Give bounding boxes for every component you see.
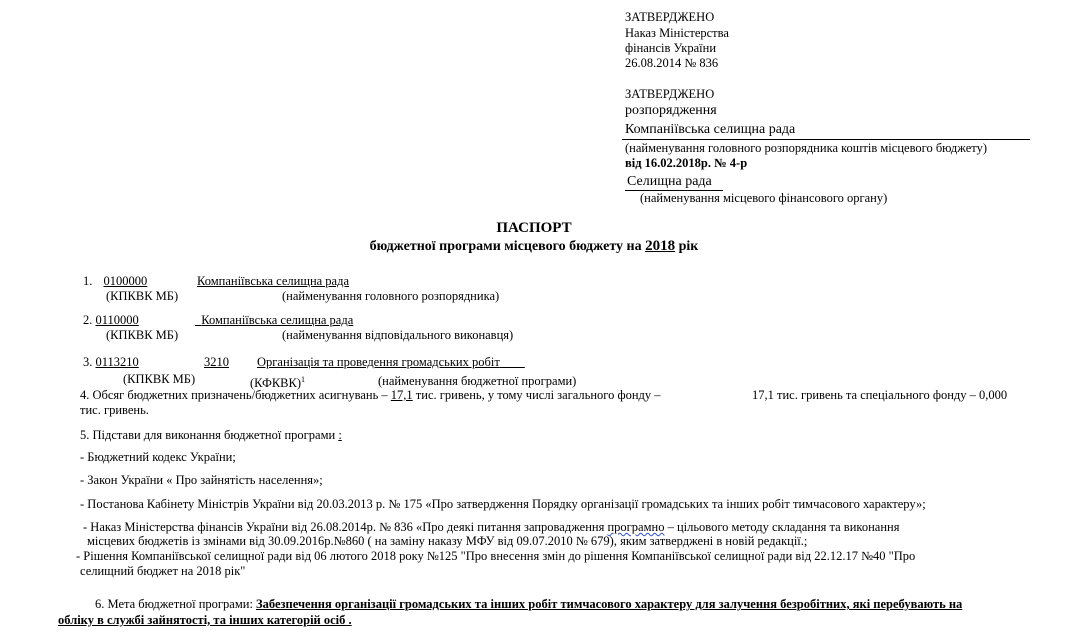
item3-row: 3. 0113210 [83, 355, 184, 370]
approval1-line1: Наказ Міністерства [625, 26, 729, 40]
item3-code-caption: (КПКВК МБ) [123, 372, 196, 386]
item3-kfkvk: 3210 [204, 355, 229, 369]
item2-name-caption: (найменування відповідального виконавця) [282, 328, 514, 342]
item6-line1 [95, 597, 962, 612]
item5-basis5-line1: - Рішення Компаніївської селищної ради від 06 лютого 2018 року №125 "Про внесення змін до рішення Компаніївської селищної ради від 22.12.17 №40 "Про [76, 549, 916, 563]
passport-subtitle: бюджетної програми місцевого бюджету на 2018 рік [369, 238, 699, 254]
item6-goal-line2: обліку в службі зайнятості, та інших категорій осіб . [58, 613, 352, 627]
passport-title: ПАСПОРТ [496, 220, 572, 236]
item2-code: 0110000 [95, 313, 139, 327]
approval2-org-line [622, 139, 1030, 140]
item4-line2: тис. гривень. [80, 403, 149, 417]
item4-line1-right: 17,1 тис. гривень та спеціального фонду – 0,000 [752, 388, 1008, 402]
approval2-fin-org: Селищна рада [627, 174, 712, 189]
item6-label: 6. Мета бюджетної програми: [95, 597, 257, 611]
item5-heading: 5. Підстави для виконання бюджетної програми : [80, 428, 342, 442]
item3-code: 0113210 [95, 355, 139, 369]
item5-basis5-line2: селищний бюджет на 2018 рік" [80, 564, 246, 578]
approval2-org: Компаніївська селищна рада [625, 122, 796, 137]
item1-name: Компаніївська селищна рада [197, 274, 350, 288]
item3-kfkvk-caption: (КФКВК)$^1$ [250, 375, 306, 391]
approval2-fin-org-caption: (найменування місцевого фінансового органу) [640, 191, 888, 205]
item4-line1: 4. Обсяг бюджетних призначень/бюджетних асигнувань – 17,1 тис. гривень, у тому числі загального фонду – [80, 388, 661, 402]
item5-basis2: - Закон України « Про зайнятість населення»; [80, 473, 323, 487]
item6-goal-line1: Забезпечення організації громадських та інших робіт тимчасового характеру для залучення безробітних, які перебувають на [256, 597, 963, 611]
item1-name-caption: (найменування головного розпорядника) [282, 289, 500, 303]
item5-basis4-line2: місцевих бюджетів із змінами від 30.09.2016р.№860 ( на заміну наказу МФУ від 09.07.2010 № 679), яким затверджені в новій редакції.; [87, 534, 808, 548]
approval2-doc-type: розпорядження [625, 103, 717, 118]
item4-general: 17,1 [752, 388, 774, 402]
item1-code-caption: (КПКВК МБ) [106, 289, 179, 303]
item2-code-caption: (КПКВК МБ) [106, 328, 179, 342]
approval1-line3: 26.08.2014 № 836 [625, 56, 719, 70]
item2-row: 2. 0110000 [83, 313, 181, 328]
item5-basis1: - Бюджетний кодекс України; [80, 450, 236, 464]
item1-row: 1. 0100000 [83, 274, 189, 289]
item1-code: 0100000 [103, 274, 148, 288]
passport-year: 2018 [645, 238, 676, 254]
item3-name-caption: (найменування бюджетної програми) [378, 374, 577, 388]
item4-total: 17,1 [390, 388, 413, 402]
item2-name: Компаніївська селищна рада [201, 313, 354, 327]
approval1-line2: фінансів України [625, 41, 717, 55]
approval2-date-line: від 16.02.2018р. № 4-р [625, 156, 748, 170]
item3-name: Організація та проведення громадських робіт [257, 355, 500, 369]
approval2-title: ЗАТВЕРДЖЕНО [625, 87, 715, 101]
item5-basis4-line1: - Наказ Міністерства фінансів України від 26.08.2014р. № 836 «Про деякі питання запровадження програмно – цільового методу складання та виконання [83, 520, 900, 534]
approval1-title: ЗАТВЕРДЖЕНО [625, 10, 715, 24]
item5-basis3: - Постанова Кабінету Міністрів України від 20.03.2013 р. № 175 «Про затвердження Порядку організації громадських та інших робіт тимчасового характеру»; [80, 497, 926, 511]
approval2-org-caption: (найменування головного розпорядника коштів місцевого бюджету) [625, 141, 987, 155]
